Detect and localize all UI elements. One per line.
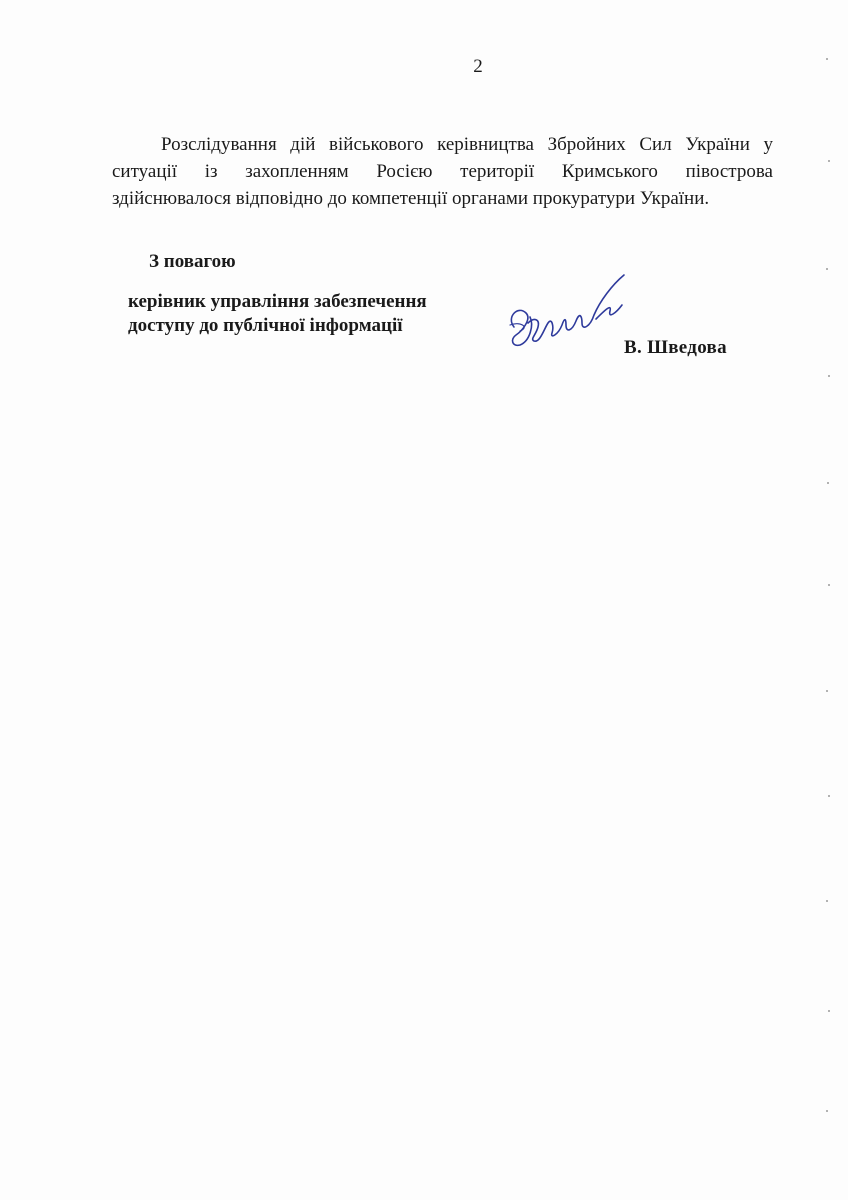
scan-artifact <box>827 482 829 484</box>
signer-name: В. Шведова <box>624 337 727 358</box>
closing-phrase: З повагою <box>149 251 236 272</box>
scan-artifact <box>828 1010 830 1012</box>
scan-artifact <box>826 58 828 60</box>
body-line-1: Розслідування дій військового керівництва Збройних Сил України у <box>161 134 773 155</box>
signer-position-line-2: доступу до публічної інформації <box>128 315 403 336</box>
scan-artifact <box>828 795 830 797</box>
page-number: 2 <box>473 56 483 77</box>
scan-artifact <box>826 690 828 692</box>
body-line-3: здійснювалося відповідно до компетенції органами прокуратури України. <box>112 188 710 209</box>
scan-artifact <box>828 375 830 377</box>
scan-artifact <box>826 900 828 902</box>
scan-artifact <box>828 584 830 586</box>
signer-position <box>128 290 427 338</box>
scan-artifact <box>826 268 828 270</box>
scan-artifact <box>826 1110 828 1112</box>
signer-position-line-1: керівник управління забезпечення <box>128 291 427 312</box>
body-line-2: ситуації із захопленням Росією території Кримського півострова <box>112 161 773 182</box>
body-paragraph <box>112 131 773 212</box>
scan-artifact <box>828 160 830 162</box>
